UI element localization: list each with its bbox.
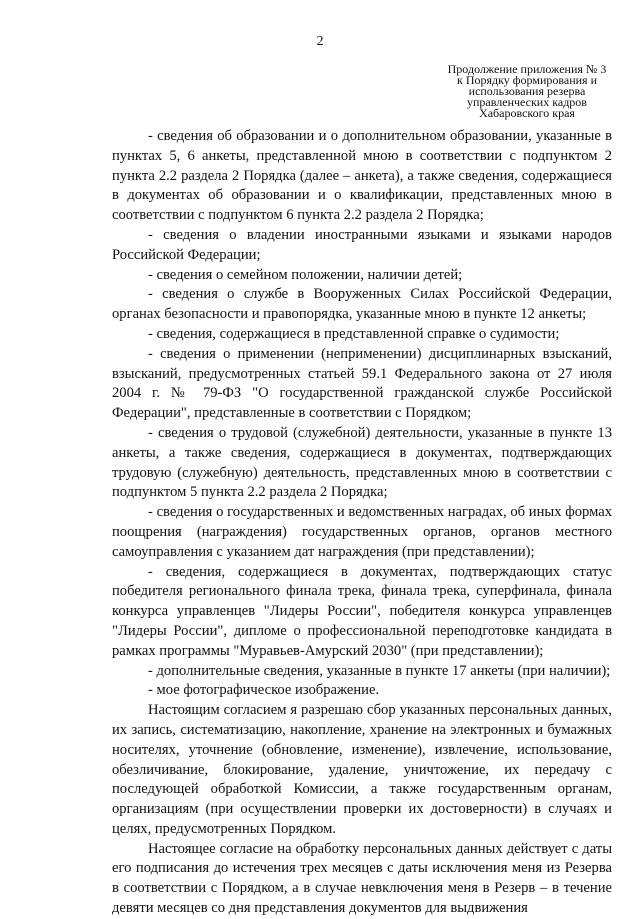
validity-paragraph: Настоящее согласие на обработку персональных данных действует с даты его подписания до истечения трех месяцев с даты исключения меня из Резерва в соответствии с Порядком, а в случае невключения меня в Резерв – в течение девяти месяцев со дня представления документов для выдвижения [112,840,612,917]
list-item-education: - сведения об образовании и о дополнительном образовании, указанные в пунктах 5, 6 анкеты, представленной мною в соответствии с подпунктом 2 пункта 2.2 раздела 2 Порядка (далее – анкета), а также сведения, содержащиеся в документах об образовании и о квалификации, представленных мною в соответствии с подпунктом 6 пункта 2.2 раздела 2 Порядка; [112,128,612,224]
document-body [112,127,612,919]
list-item-employment: - сведения о трудовой (служебной) деятельности, указанные в пункте 13 анкеты, а также сведения, содержащиеся в документах, подтверждающих трудовую (служебную) деятельность, представленных мною в соответствии с подпунктом 5 пункта 2.2 раздела 2 Порядка; [112,424,612,501]
list-item-disciplinary: - сведения о применении (неприменении) дисциплинарных взысканий, взысканий, предусмотренных статьей 59.1 Федерального закона от 27 июля 2004 г. № 79-ФЗ "О государственной гражданской службе Российской Федерации", представленные в соответствии с Порядком; [112,345,612,422]
list-item-additional-info: - дополнительные сведения, указанные в пункте 17 анкеты (при наличии); [148,662,611,679]
list-item-family: - сведения о семейном положении, наличии детей; [148,266,463,283]
list-item-military-service: - сведения о службе в Вооруженных Силах Российской Федерации, органах безопасности и правопорядка, указанные мною в пункте 12 анкеты; [112,286,612,323]
list-item-leaders-of-russia: - сведения, содержащиеся в документах, подтверждающих статус победителя регионального финала трека, финала трека, суперфинала, финала конкурса управленцев "Лидеры России", победителя конкурса управленцев "Лидеры России", дипломе о профессиональной переподготовке кандидата в рамках программы "Муравьев-Амурский 2030" (при представлении); [112,563,612,659]
consent-paragraph: Настоящим согласием я разрешаю сбор указанных персональных данных, их запись, систематизацию, накопление, хранение на электронных и бумажных носителях, уточнение (обновление, изменение), извлечение, использование, обезличивание, блокирование, удаление, уничтожение, их передачу с последующей обработкой Комиссии, а также государственным органам, организациям (при осуществлении проверки их достоверности) в случаях и целях, предусмотренных Порядком. [112,702,612,837]
appendix-header-line: Хабаровского края [479,106,575,120]
page-number: 2 [316,34,324,49]
list-item-photo: - мое фотографическое изображение. [148,682,380,699]
appendix-header-line: к Порядку формирования и [456,73,597,87]
list-item-awards: - сведения о государственных и ведомственных наградах, об иных формах поощрения (награждения) государственных органов, органов местного самоуправления с указанием дат награждения (при представлении); [112,504,612,560]
appendix-header-line: управленческих кадров [467,95,587,109]
list-item-languages: - сведения о владении иностранными языками и языками народов Российской Федерации; [112,226,612,263]
appendix-header-line: Продолжение приложения № 3 [447,62,607,76]
list-item-criminal-record: - сведения, содержащиеся в представленной справке о судимости; [148,325,560,342]
appendix-header-line: использования резерва [468,84,586,98]
appendix-header [438,64,616,119]
